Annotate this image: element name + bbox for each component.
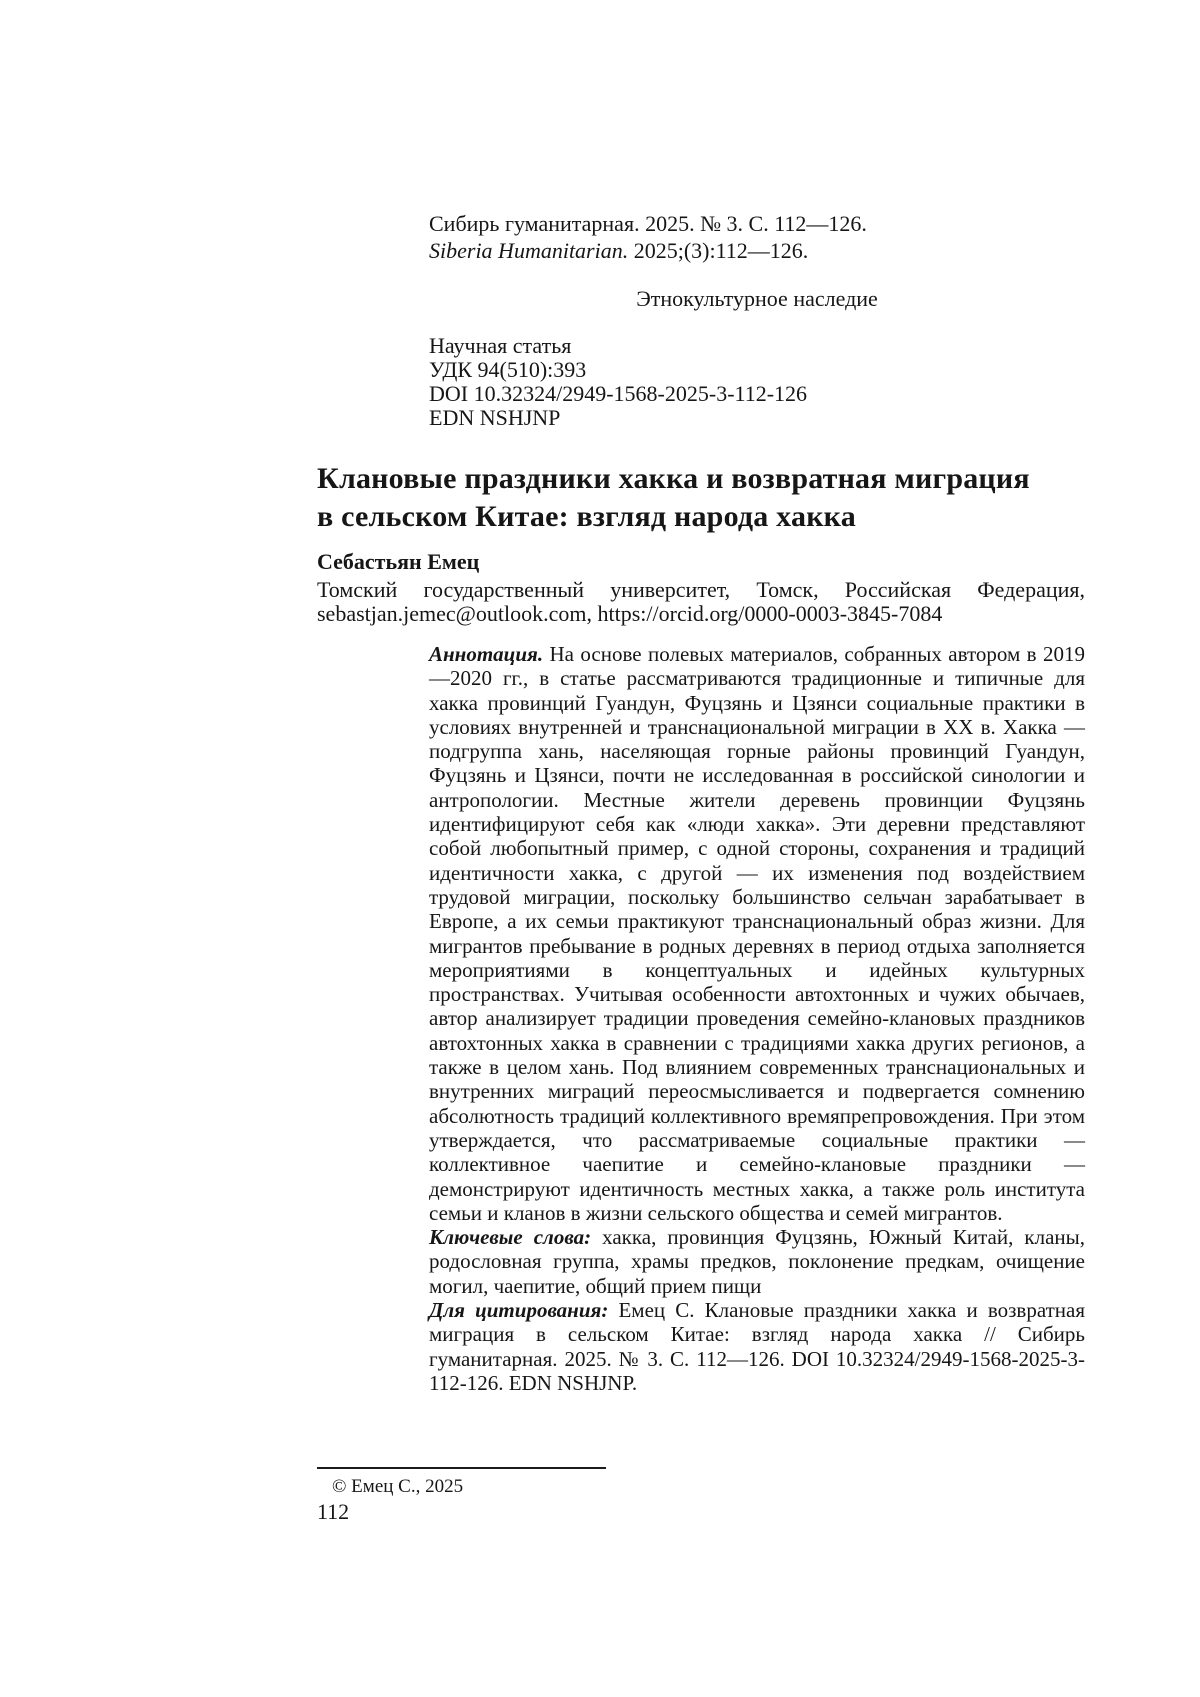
footnote-rule: [317, 1467, 606, 1469]
article-title: [317, 460, 1030, 536]
abstract-label: Аннотация.: [429, 642, 544, 666]
doi-code: DOI 10.32324/2949-1568-2025-3-112-126: [429, 381, 808, 406]
edn-code: EDN NSHJNP: [429, 405, 561, 430]
abstract-text: На основе полевых материалов, собранных автором в 2019—2020 гг., в статье рассматриваются традиционные и типичные для хакка провинций Гуандун, Фуцзянь и Цзянси социальные практики в условиях внутренней и транснациональной миграции в XX в. Хакка — подгруппа хань, населяющая горные районы провинций Гуандун, Фуцзянь и Цзянси, почти не исследованная в российской синологии и антропологии. Местные жители деревень провинции Фуцзянь идентифицируют себя как «люди хакка». Эти деревни представляют собой любопытный пример, с одной стороны, сохранения и традиций идентичности хакка, с другой — их изменения под воздействием трудовой миграции, поскольку большинство сельчан зарабатывает в Европе, а их семьи практикуют транснациональный образ жизни. Для мигрантов пребывание в родных деревнях в период отдыха заполняется мероприятиями в концептуальных и идейных культурных пространствах. Учитывая особенности автохтонных и чужих обычаев, автор анализирует традиции проведения семейно-клановых праздников автохтонных хакка в сравнении с традициями хакка других регионов, а также в целом хань. Под влиянием современных транснациональных и внутренних миграций переосмысливается и подвергается сомнению абсолютность традиций коллективного времяпрепровождения. При этом утверждается, что рассматриваемые социальные практики — коллективное чаепитие и семейно-клановые праздники — демонстрируют идентичность местных хакка, а также роль института семьи и кланов в жизни сельского общества и семей мигрантов.: [429, 642, 1085, 1225]
author-contacts: sebastjan.jemec@outlook.com, https://orcid.org/0000-0003-3845-7084: [317, 600, 943, 626]
author-name: Себастьян Емец: [317, 549, 480, 574]
keywords-text: хакка, провинция Фуцзянь, Южный Китай, кланы, родословная группа, храмы предков, поклонение предкам, очищение могил, чаепитие, общий прием пищи: [429, 1225, 1085, 1298]
citation-paragraph: [429, 1298, 1085, 1395]
citation-label: Для цитирования:: [429, 1298, 609, 1323]
article-meta: [429, 334, 807, 430]
copyright-note: © Емец С., 2025: [332, 1476, 464, 1497]
abstract-paragraph: [429, 642, 1085, 1225]
author-affiliation: Томский государственный университет, Томск, Российская Федерация,: [317, 577, 1085, 602]
journal-citation: [429, 210, 867, 264]
journal-citation-ru: Сибирь гуманитарная. 2025. № 3. С. 112—126.: [429, 211, 867, 236]
journal-title-en: Siberia Humanitarian.: [429, 238, 629, 263]
author-affiliation-block: [317, 578, 1085, 625]
journal-citation-en-rest: 2025;(3):112—126.: [628, 238, 809, 263]
page-number: 112: [317, 1499, 350, 1524]
article-title-line1: Клановые праздники хакка и возвратная миграция: [317, 462, 1030, 495]
keywords-paragraph: [429, 1225, 1085, 1298]
journal-citation-en: [429, 237, 867, 264]
udc-code: УДК 94(510):393: [429, 357, 587, 382]
citation-text: Емец С. Клановые праздники хакка и возвратная миграция в сельском Китае: взгляд народа хакка // Сибирь гуманитарная. 2025. № 3. С. 112—126. DOI 10.32324/2949-1568-2025-3-112-126. EDN NSHJNP.: [429, 1298, 1086, 1395]
article-type: Научная статья: [429, 333, 572, 358]
keywords-label: Ключевые слова:: [429, 1225, 592, 1250]
article-title-line2: в сельском Китае: взгляд народа хакка: [317, 500, 856, 533]
section-rubric: Этнокультурное наследие: [636, 286, 878, 311]
annotation-block: [429, 642, 1085, 1395]
